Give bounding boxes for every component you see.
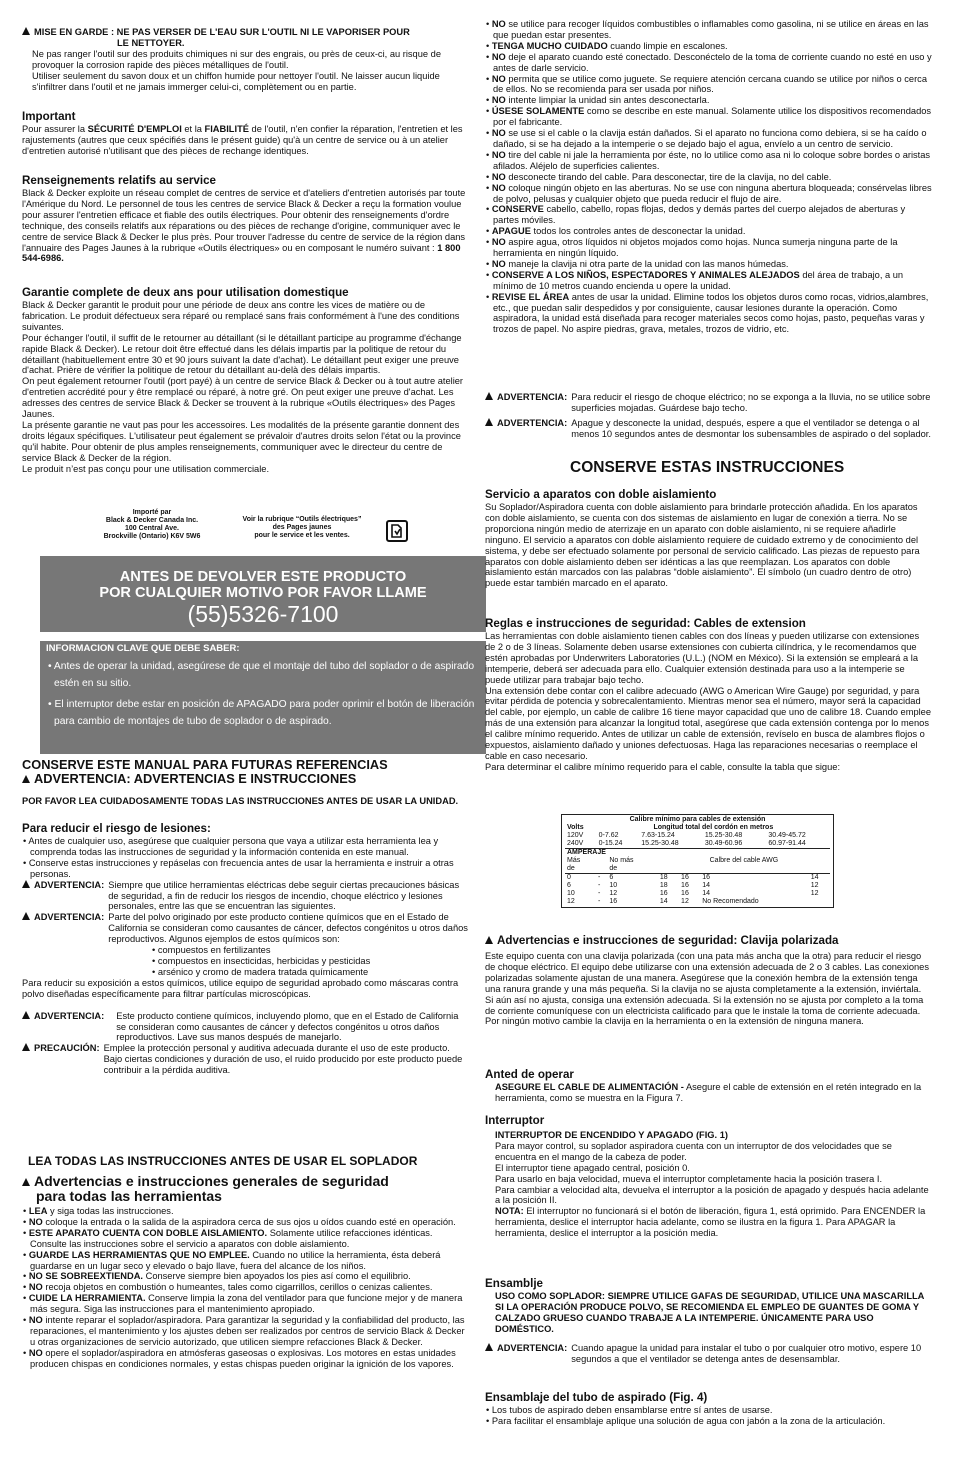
chemical-3: • arsénico y cromo de madera tratada químicamente bbox=[152, 966, 369, 977]
table-cell: 60.97-91.44 bbox=[768, 840, 806, 847]
list-item: • NO opere el soplador/aspiradora en atmósferas gaseosas o explosivas. Los motores en estas unidades producen chispas en condiciones normales, y estas chispas pueden originar la ignición de los vapores. bbox=[23, 1347, 456, 1369]
chemical-2-text: compuestos en insecticidas, herbicidas y pesticidas bbox=[157, 955, 371, 966]
warning-icon bbox=[22, 1043, 30, 1051]
list-item-bold: NO bbox=[491, 182, 506, 193]
list-item: • CONSERVE A LOS NIÑOS, ESPECTADORES Y ANIMALES ALEJADOS del área de trabajo, a un mínimo de 10 metros cuando encienda u opere la unidad. bbox=[486, 269, 904, 291]
list-item-text: cuando limpie en escalones. bbox=[607, 40, 728, 51]
reducir-w1-label: ADVERTENCIA: bbox=[34, 879, 105, 890]
mise-en-garde-section bbox=[22, 27, 470, 92]
reducir-w2: Parte del polvo originado por este producto contiene químicos que en el Estado de California se consideran como causantes de cáncer, defectos congénitos u otros daños reproductivos. Algunos ejemplos de estos químicos son: bbox=[108, 912, 468, 945]
table-cell: 14 bbox=[810, 874, 819, 881]
important-text-b2: FIABILITÉ bbox=[204, 124, 249, 134]
anted-text bbox=[485, 1082, 932, 1104]
list-item: • APAGUE todos los controles antes de desconectar la unidad. bbox=[486, 226, 746, 237]
table-cell: 14 bbox=[659, 898, 668, 905]
key-info-bullet-1: • Antes de operar la unidad, asegúrese de que el montaje del tubo del soplador o de aspirado estén en su sitio. bbox=[48, 661, 475, 689]
list-item: • CONSERVE cabello, cabello, ropas flojas, dedos y demás partes del cuerpo alejados de aberturas y partes móviles. bbox=[486, 204, 906, 226]
list-item: • CUIDE LA HERRAMIENTA. Conserve limpia la zona del ventilador para que funcione mejor y de manera más segura. Siga las instrucciones para el mantenimiento apropiado. bbox=[23, 1293, 463, 1315]
tubo-section bbox=[485, 1388, 932, 1427]
right-warning-1 bbox=[485, 392, 932, 414]
list-item: • NO maneje la clavija ni otra parte de la unidad con las manos húmedas. bbox=[486, 258, 789, 269]
list-item-text: como se describe en este manual. Solamente utilice los dispositivos recomendados por el fabricante. bbox=[493, 106, 932, 128]
table-cell: 14 bbox=[702, 882, 711, 889]
tubo-b1: Los tubos de aspirado deben ensamblarse entre sí antes de usarse. bbox=[491, 1405, 773, 1415]
important-text-b1: SÉCURITÉ D'EMPLOI bbox=[87, 124, 182, 134]
table-cell: 18 bbox=[659, 874, 668, 881]
chemical-2: • compuestos en insecticidas, herbicidas y pesticidas bbox=[152, 955, 371, 966]
conserve-heading-2 bbox=[22, 772, 470, 786]
reglas-p1: Las herramientas con doble aislamiento tienen cables con dos líneas y pueden utilizarse con extensiones de 2 o de 3 líneas. Solamente deben usarse extensiones con cubierta cilíndrica, y le recomendamos que estén aprobadas por Underwriters Laboratories (U.L.) (NOM en México). Si la extensión se empleará a la intemperie, deberá ser adecuada para ello. Cualquier extensión destinada para uso a la intemperie se puede utilizar para trabajar bajo techo. bbox=[485, 631, 920, 685]
reducir-exposure-text: Para reducir su exposición a estos químicos, utilice equipo de seguridad aprobado como máscaras contra polvo diseñadas específicamente para filtrar partículas microscópicas. bbox=[22, 977, 459, 999]
nota-label: NOTA: bbox=[495, 1206, 524, 1217]
list-item-bold: LEA bbox=[28, 1206, 48, 1216]
list-item-bold: NO bbox=[28, 1282, 43, 1293]
list-item-bold: NO bbox=[491, 171, 506, 182]
table-row bbox=[565, 882, 830, 890]
chemical-1: • compuestos en fertilizantes bbox=[152, 945, 271, 956]
list-item-bold: NO bbox=[491, 237, 506, 248]
list-item-text: permita que se utilice como juguete. Se requiere atención cercana cuando se utilice por niños o cerca de ellos. No se recomienda para ser usada por niños. bbox=[493, 73, 927, 95]
polarizada-text: Este equipo cuenta con una clavija polarizada (con una pata más ancha que la otra) para reducir el riesgo de choque eléctrico. El equipo debe utilizarse con una extensión adecuada de 2 o 3 cables. Las conexiones polarizadas solamente ajustan de una manera. Asegúrese que la conexión hembra de la extensión tenga una ranura grande y una más pequeña. Si la clavija no se ajusta completamente a la extensión, inviértala. Si aún así no ajusta, consiga una extensión adecuada. Si la extensión no se ajusta por completo a la toma de corriente comuníquese con un electricista calificado para que le instale la toma de corriente adecuada. Por ningún motivo cambie la clavija en la herramienta o en la extensión de ninguna manera. bbox=[485, 951, 929, 1027]
table-cell: 0-7.62 bbox=[598, 832, 619, 839]
importer-l2: Black & Decker Canada Inc. bbox=[105, 517, 199, 524]
conserve-heading-1: CONSERVE ESTE MANUAL PARA FUTURAS REFERENCIAS bbox=[22, 757, 388, 772]
reducir-bullet-1: • Antes de cualquier uso, asegúrese que cualquier persona que vaya a utilizar esta herramienta lea y comprenda todas las instrucciones de seguridad y la información contenida en este manual. bbox=[23, 836, 439, 857]
reducir-w4-label: PRECAUCIÓN: bbox=[34, 1043, 100, 1054]
table-cell: 16 bbox=[681, 890, 689, 897]
reducir-b1: Antes de cualquier uso, asegúrese que cualquier persona que vaya a utilizar esta herramienta lea y comprenda todas las instrucciones de seguridad y la información contenida en este manual. bbox=[28, 836, 439, 857]
garantie-heading: Garantie complete de deux ans pour utilisation domestique bbox=[22, 286, 349, 299]
important-section bbox=[22, 107, 470, 157]
reducir-w4: Emplee la protección personal y auditiva adecuada durante el uso de este producto. Bajo ciertas condiciones y duración de uso, el ruido producido por este producto puede contribuir a la pérdida auditiva. bbox=[103, 1043, 463, 1076]
warning-icon bbox=[22, 775, 30, 783]
important-text-a: Pour assurer la bbox=[22, 124, 88, 134]
lea-heading: LEA TODAS LAS INSTRUCCIONES ANTES DE USAR EL SOPLADOR bbox=[28, 1154, 418, 1168]
reducir-w3: Este producto contiene químicos, incluyendo plomo, que en el Estado de California se consideran como causantes de cáncer y defectos congénitos u otros daños reproductivos. Lave sus manos después de manejarlo. bbox=[116, 1010, 459, 1043]
interruptor-p1: Para mayor control, su soplador aspiradora cuenta con un interruptor de dos velocidades que se encuentra en el mango de la cabeza de poder. bbox=[495, 1140, 892, 1162]
anted-bold: ASEGURE EL CABLE DE ALIMENTACIÓN - bbox=[495, 1082, 684, 1092]
interruptor-p2: El interruptor tiene apagado central, posición 0. bbox=[495, 1162, 690, 1173]
list-item: • NO se utilice para recoger líquidos combustibles o inflamables como gasolina, ni se utilice en áreas en las que puedan estar presentes. bbox=[486, 19, 929, 40]
important-text-d: de l'outil, n'en confier la réparation, l'entretien et les rajustements (autres que ceux spécifiés dans le présent guide) qu'à un centre de service ou à un atelier d'entretien autorisé n'utilisant que des pièces de rechange identiques. bbox=[22, 124, 463, 156]
mise-title-line1: MISE EN GARDE : NE PAS VERSER DE L'EAU SUR L'OUTIL NI LE VAPORISER POUR bbox=[34, 27, 410, 37]
interruptor-p4: Para cambiar a velocidad alta, devuelva el interruptor a la posición de apagado y después hacia adelante a la posición II. bbox=[495, 1184, 929, 1206]
list-item-text: cabello, cabello, ropas flojas, dedos y demás partes del cuerpo alejados de aberturas y partes móviles. bbox=[493, 204, 906, 226]
table-cell: 0-15.24 bbox=[598, 840, 623, 847]
list-item-bold: NO bbox=[491, 51, 506, 62]
table-cell: 6 bbox=[609, 874, 614, 881]
right-warnings bbox=[485, 392, 932, 440]
amperage-subheader bbox=[565, 857, 830, 865]
table-row bbox=[565, 898, 830, 906]
chemical-3-text: arsénico y cromo de madera tratada químicamente bbox=[157, 966, 369, 977]
table-cell: - bbox=[597, 874, 601, 881]
mise-p1: Ne pas ranger l'outil sur des produits chimiques ni sur des engrais, ou près de ceux-ci, au risque de provoquer la corrosion rapide des pièces métalliques de l'outil. bbox=[32, 48, 441, 70]
tubo-bullet-2: • Para facilitar el ensamblaje aplique una solución de agua con jabón a la zona de la articulación. bbox=[486, 1415, 886, 1426]
list-item: • NO deje el aparato cuando esté conectado. Desconéctelo de la toma de corriente cuando no esté en uso y antes de darle servicio. bbox=[486, 51, 932, 73]
read-all-notice: POR FAVOR LEA CUIDADOSAMENTE TODAS LAS INSTRUCCIONES ANTES DE USAR LA UNIDAD. bbox=[22, 796, 459, 806]
list-item-text: Conserve limpia la zona del ventilador para que funcione mejor y de manera más segura. Siga las instrucciones para el mantenimiento apropiado. bbox=[30, 1293, 463, 1315]
warning-icon bbox=[22, 912, 30, 920]
anted-heading: Anted de operar bbox=[485, 1068, 574, 1081]
blank-cell bbox=[658, 865, 830, 874]
servicio-text: Su Soplador/Aspiradora cuenta con doble aislamiento para brindarle protección añadida. En los aparatos con doble aislamiento, se cuenta con dos sistemas de aislamiento en lugar de conexión a tierra. No se proporciona ningún medio de aterrizaje en un aparato con doble aislamiento, ni se requiere añadirle ninguno. El servicio a aparatos con doble aislamiento requiere de cuidado extremo y de conocimiento del sistema, y debe ser efectuado solamente por personal de servicio calificado. Las piezas de repuesto para aparatos con doble aislamiento deben ser idénticas a las que reemplazan. Los aparatos con doble aislamiento están marcados con las palabras “doble aislamiento”. El símbolo (un cuadro dentro de otro) puede estar también marcado en el aparato. bbox=[485, 502, 920, 589]
list-item: • NO se use si el cable o la clavija están dañados. Si el aparato no funciona como debiera, si se ha caído o dañado, si se ha dejado a la intemperie o se dejado bajo el agua, envíelo a un centro de servicio. bbox=[486, 128, 927, 149]
awg-label: Calbre del cable AWG bbox=[709, 857, 779, 864]
importer-l3: 100 Central Ave. bbox=[125, 525, 179, 532]
warning-icon bbox=[485, 1343, 493, 1351]
ensamble-heading: Ensamblje bbox=[485, 1277, 543, 1290]
blank-cell bbox=[658, 849, 830, 857]
de-label-1: de bbox=[567, 865, 575, 872]
list-item: • NO intente reparar el soplador/aspiradora. Para garantizar la seguridad y la confiabilidad del producto, las reparaciones, el mantenimiento y los ajustes deben ser realizados por centros de servicio Black & Decker u otras organizaciones de servicio autorizado, que utilicen siempre refacciones Black & Decker. bbox=[23, 1315, 465, 1347]
amperage-table bbox=[565, 849, 830, 906]
table-cell: 16 bbox=[702, 874, 711, 881]
table-cell: 240V bbox=[567, 840, 584, 847]
list-item-bold: NO bbox=[28, 1315, 43, 1326]
table-row bbox=[565, 874, 830, 883]
ensamble-text: USO COMO SOPLADOR: SIEMPRE UTILICE GAFAS DE SEGURIDAD, UTILICE UNA MASCARILLA SI LA OPERACIÓN PRODUCE POLVO, SE RECOMIENDA EL EMPLEO DE GUANTES DE GOMA Y CALZADO GRUESO CUANDO TRABAJE A LA INTEMPERIE. ÚNICAMENTE PARA USO DOMÉSTICO. bbox=[495, 1291, 925, 1334]
list-item-text: Conserve siempre bien apoyados los pies así como el equilibrio. bbox=[143, 1271, 411, 1282]
list-item-bold: CONSERVE bbox=[491, 204, 544, 215]
mise-p2: Utiliser seulement du savon doux et un chiffon humide pour nettoyer l'outil. Ne laisser aucun liquide s'infiltrer dans l'outil et ne jamais immerger celui-ci, complètement ou en partie. bbox=[32, 70, 440, 92]
reglas-section bbox=[485, 614, 932, 773]
warning-icon bbox=[22, 1178, 30, 1186]
yellow-pages-l3: pour le service et les ventes. bbox=[254, 532, 350, 539]
tubo-b2: Para facilitar el ensamblaje aplique una solución de agua con jabón a la zona de la articulación. bbox=[491, 1415, 886, 1426]
warning-icon bbox=[22, 27, 30, 35]
warning-icon bbox=[485, 418, 493, 426]
list-item-bold: NO bbox=[491, 128, 506, 139]
list-item: • NO SE SOBREEXTIENDA. Conserve siempre bien apoyados los pies así como el equilibrio. bbox=[23, 1271, 411, 1282]
polarizada-heading bbox=[485, 934, 932, 947]
table-cell: 0 bbox=[567, 874, 571, 881]
cord-table-grid bbox=[565, 824, 830, 849]
key-info-b2: El interruptor debe estar en posición de APAGADO para poder oprimir el botón de liberación para cambio de montajes de tubo de soplador o de aspirado. bbox=[54, 699, 475, 727]
important-text bbox=[22, 124, 470, 157]
reducir-section bbox=[22, 822, 470, 1076]
table-cell: - bbox=[597, 882, 601, 889]
interruptor-subheading: INTERRUPTOR DE ENCENDIDO Y APAGADO (FIG. 1) bbox=[495, 1130, 728, 1140]
yellow-pages-l2: des Pages jaunes bbox=[272, 524, 332, 531]
table-cell: 16 bbox=[609, 898, 618, 905]
adv-generales-line2: para todas las herramientas bbox=[36, 1188, 222, 1204]
tubo-heading: Ensamblaje del tubo de aspirado (Fig. 4) bbox=[485, 1391, 708, 1404]
table-cell: 18 bbox=[659, 882, 668, 889]
list-item-bold: TENGA MUCHO CUIDADO bbox=[491, 40, 608, 51]
interruptor-heading: Interruptor bbox=[485, 1114, 545, 1127]
list-item: • GUARDE LAS HERRAMIENTAS QUE NO EMPLEE. Cuando no utilice la herramienta, ésta deberá guardarse en un lugar seco y elevado o bajo llave, fuera del alcance de los niños. bbox=[23, 1249, 441, 1271]
list-item: • NO coloque ningún objeto en las aberturas. No se use con ninguna abertura bloqueada; consérvelas libres de polvo, pelusas y cualquier objeto que pueda reducir el flujo de aire. bbox=[486, 182, 932, 204]
no-mas-label: No más bbox=[609, 857, 634, 864]
table-cell: 16 bbox=[681, 882, 689, 889]
garantie-section bbox=[22, 283, 470, 475]
reducir-warning-1-label bbox=[22, 880, 104, 913]
reglas-p2: Una extensión debe contar con el calibre adecuado (AWG o American Wire Gauge) por seguridad, y para evitar pérdida de potencia y sobrecalentamiento. Mientras menor sea el número, mayor será la capacidad del cable, por ejemplo, un cable de calibre 16 tiene mayor capacidad que uno de calibre 18. Cuando emplee más de una extensión para alcanzar la longitud total, asegúrese que cada extensión contenga por lo menos el calibre mínimo requerido. Antes de utilizar un cable de extensión, revíselo en busca de alambres flojos o expuestos, aislamiento dañado y uniones defectuosas. Haga las reparaciones necesarias o reemplace el cable en caso necesario. bbox=[485, 685, 932, 761]
list-item-bold: CONSERVE A LOS NIÑOS, ESPECTADORES Y ANIMALES ALEJADOS bbox=[491, 269, 800, 280]
list-item-bold: NO bbox=[491, 149, 506, 160]
list-item-text: intente reparar el soplador/aspiradora. Para garantizar la seguridad y la confiabilidad del producto, las reparaciones, el mantenimiento y los ajustes deben ser realizados por centros de servicio Black & Decker u otras organizaciones de servicio autorizado, que utilicen siempre refacciones Black & Decker. bbox=[30, 1315, 465, 1347]
yellow-pages-note bbox=[227, 516, 377, 540]
list-item-text: todos los controles antes de desconectar la unidad. bbox=[530, 226, 746, 237]
list-item-text: se use si el cable o la clavija están dañados. Si el aparato no funciona como debiera, si se ha caído o dañado, si se ha dejado a la intemperie o se dejado bajo el agua, envíelo a un centro de servicio. bbox=[493, 128, 927, 149]
list-item: • ESTE APARATO CUENTA CON DOBLE AISLAMIENTO. Solamente utilice refacciones idénticas. Consulte las instrucciones sobre el servicio a aparatos con doble aislamiento. bbox=[23, 1227, 433, 1249]
list-item-text: opere el soplador/aspiradora en atmósferas gaseosas o explosivas. Los motores en estas unidades producen chispas en condiciones normales, y estas chispas pueden originar la ignición de los vapores. bbox=[30, 1347, 456, 1369]
renseignements-text bbox=[22, 188, 470, 264]
list-item-bold: APAGUE bbox=[491, 226, 531, 237]
ensamble-warning bbox=[485, 1343, 932, 1365]
list-item: • LEA y siga todas las instrucciones. bbox=[23, 1206, 174, 1216]
table-cell bbox=[809, 898, 830, 906]
reducir-warning-2 bbox=[22, 912, 470, 945]
ensamble-w-label: ADVERTENCIA: bbox=[497, 1342, 568, 1353]
list-item: • NO aspire agua, otros líquidos ni objetos mojados como hojas. Nunca sumerja ninguna parte de la herramienta en ningún líquido. bbox=[486, 237, 898, 259]
importer-l4: Brockville (Ontario) K6V 5W6 bbox=[103, 533, 201, 540]
table-cell: No Recomendado bbox=[702, 898, 759, 905]
list-item-text: y siga todas las instrucciones. bbox=[47, 1206, 174, 1216]
reducir-warning-1 bbox=[22, 880, 470, 913]
return-banner bbox=[40, 556, 486, 632]
banner-line2: POR CUALQUIER MOTIVO POR FAVOR LLAME bbox=[99, 585, 427, 601]
reducir-w2-label: ADVERTENCIA: bbox=[34, 912, 105, 923]
polarizada-heading-text: Advertencias e instrucciones de seguridad: Clavija polarizada bbox=[497, 934, 839, 947]
table-cell: 10 bbox=[567, 890, 575, 897]
garantie-p5: Le produit n’est pas conçu pour une utilisation commerciale. bbox=[22, 463, 270, 474]
cord-table-title: Calibre mínimo para cables de extensión bbox=[629, 816, 766, 823]
right-w2: Apague y desconecte la unidad, después, espere a que el ventilador se detenga o al menos 10 segundos antes de desmontar los subensambles de aspirado o del soplador. bbox=[571, 417, 931, 439]
conserve-heading-2-text: ADVERTENCIA: ADVERTENCIAS E INSTRUCCIONES bbox=[34, 771, 357, 786]
important-text-c: et la bbox=[181, 124, 205, 134]
reglas-heading: Reglas e instrucciones de seguridad: Cables de extension bbox=[485, 617, 806, 630]
garantie-p4: La présente garantie ne vaut pas pour les accessoires. Les modalités de la présente garantie donnent des droits légaux spécifiques. L'utilisateur peut également se prévaloir d'autres droits selon l'état ou la province qu'il habite. Pour obtenir de plus amples renseignements, communiquer avec le directeur du centre de service Black & Decker de la région. bbox=[22, 419, 461, 463]
interruptor-section bbox=[485, 1111, 932, 1239]
service-phone: 1 800 544-6986. bbox=[22, 242, 461, 264]
reducir-precaucion bbox=[22, 1043, 470, 1076]
list-item-text: coloque la entrada o la salida de la aspiradora cerca de sus ojos u oídos cuando esté en operación. bbox=[42, 1216, 456, 1227]
list-item: • ÚSESE SOLAMENTE como se describe en este manual. Solamente utilice los dispositivos recomendados por el fabricante. bbox=[486, 106, 932, 128]
servicio-heading: Servicio a aparatos con doble aislamiento bbox=[485, 488, 717, 501]
table-row bbox=[565, 832, 830, 840]
list-item-bold: ESTE APARATO CUENTA CON DOBLE AISLAMIENTO. bbox=[28, 1227, 268, 1238]
list-item: • NO permita que se utilice como juguete. Se requiere atención cercana cuando se utilice por niños o cerca de ellos. No se recomienda para ser usada por niños. bbox=[486, 73, 927, 95]
list-item-text: Solamente utilice refacciones idénticas. Consulte las instrucciones sobre el servicio a aparatos con doble aislamiento. bbox=[30, 1227, 433, 1249]
key-info-title: INFORMACION CLAVE QUE DEBE SABER: bbox=[46, 643, 240, 654]
table-cell: 16 bbox=[659, 890, 668, 897]
table-cell: 6 bbox=[567, 882, 571, 889]
length-header: Longitud total del cordón en metros bbox=[653, 824, 774, 831]
polarizada-section bbox=[485, 931, 932, 1027]
reducir-w3-label: ADVERTENCIA: bbox=[34, 1010, 105, 1021]
right-warning-2 bbox=[485, 418, 932, 440]
table-cell: 16 bbox=[681, 874, 689, 881]
importer-address bbox=[92, 509, 212, 541]
warning-icon bbox=[22, 1011, 30, 1019]
garantie-p3: On peut également retourner l'outil (port payé) à un centre de service Black & Decker ou à tout autre atelier d'entretien accrédité pour y être remplacé ou réparé, à notre gré. On peut exiger une preuve d'achat. Les adresses des centres de service Black & Decker se trouvent à la rubrique «Outils électriques» des Pages Jaunes. bbox=[22, 376, 464, 420]
table-cell: 7.63-15.24 bbox=[641, 832, 675, 839]
mas-label: Más bbox=[567, 857, 581, 864]
list-item-text: recoja objetos en combustión o humeantes, tales como cigarrillos, cerillos o cenizas calientes. bbox=[42, 1282, 433, 1293]
mise-title bbox=[22, 27, 470, 38]
important-heading: Important bbox=[22, 110, 76, 123]
list-item-text: antes de usar la unidad. Elimine todos los objetos duros como rocas, vidrios,alambres, etc., que puedan salir despedidos y por consiguiente, causar lesiones durante la operación. Como aspiradora, la unidad está diseñada para recoger materiales secos como hojas, pasto, pequeñas varas y trozos de papel. No aspire piedras, grava, metales, trozos de vidrio, etc. bbox=[493, 291, 929, 335]
importer-l1: Importé par bbox=[132, 509, 172, 516]
yellow-pages-icon bbox=[386, 520, 408, 542]
interruptor-nota bbox=[485, 1206, 932, 1239]
adv-generales-heading bbox=[22, 1174, 470, 1204]
mise-title-line2: LE NETTOYER. bbox=[117, 37, 185, 48]
warning-icon bbox=[22, 880, 30, 888]
ensamble-section bbox=[485, 1274, 932, 1364]
imported-block bbox=[22, 509, 470, 545]
list-item-text: maneje la clavija ni otra parte de la unidad con las manos húmedas. bbox=[505, 258, 789, 269]
renseignements-heading: Renseignements relatifs au service bbox=[22, 174, 216, 187]
amperage-label: AMPERAJE bbox=[567, 849, 606, 856]
table-cell: 15.25-30.48 bbox=[704, 832, 743, 839]
interruptor-p3: Para usarlo en baja velocidad, mueva el interruptor completamente hacia la posición trasera I. bbox=[495, 1173, 883, 1184]
table-cell: 120V bbox=[567, 832, 584, 839]
list-item: • NO recoja objetos en combustión o humeantes, tales como cigarrillos, cerillos o cenizas calientes. bbox=[23, 1282, 433, 1293]
list-item: • NO tire del cable ni jale la herramienta por éste, no lo utilice como asa ni lo coloque sobre bordes o aristas afilados. Aléjelo de superficies calientes. bbox=[486, 149, 931, 171]
list-item: • TENGA MUCHO CUIDADO cuando limpie en escalones. bbox=[486, 40, 728, 51]
table-cell: - bbox=[597, 898, 601, 905]
right-w1: Para reducir el riesgo de choque eléctrico; no se exponga a la lluvia, no se utilice sobre superficies mojadas. Guárdese bajo techo. bbox=[571, 392, 931, 413]
list-item-text: aspire agua, otros líquidos ni objetos mojados como hojas. Nunca sumerja ninguna parte de la herramienta en ningún líquido. bbox=[493, 237, 898, 259]
table-cell: 12 bbox=[681, 898, 689, 905]
key-info-bullet-2: • El interruptor debe estar en posición de APAGADO para poder oprimir el botón de liberación para cambio de montajes de tubo de soplador o de aspirado. bbox=[48, 699, 475, 727]
nota-text: El interruptor no funcionará si el botón de liberación, figura 1, está oprimido. Para ENCENDER la herramienta, deslice el interruptor hacia adelante, como se ilustra en la figura 1. Para APAGAR la herramienta, deslice el interruptor a la posición media. bbox=[495, 1206, 926, 1239]
general-safety-list bbox=[22, 1206, 470, 1370]
table-row bbox=[565, 840, 830, 849]
table-cell: 30.49-45.72 bbox=[768, 832, 806, 839]
list-item-text: intente limpiar la unidad sin antes desconectarla. bbox=[505, 95, 710, 106]
banner-phone: (55)5326-7100 bbox=[187, 601, 339, 627]
list-item-text: del área de trabajo, a un mínimo de 10 metros cuando encienda u opere la unidad. bbox=[493, 269, 904, 291]
list-item-bold: NO bbox=[491, 95, 506, 106]
key-info-box bbox=[40, 641, 486, 754]
list-item: • NO desconecte tirando del cable. Para desconectar, tire de la clavija, no del cable. bbox=[486, 171, 832, 182]
adv-generales-line1-text: Advertencias e instrucciones generales de seguridad bbox=[34, 1173, 389, 1189]
list-item-bold: NO bbox=[491, 73, 506, 84]
right-w1-label: ADVERTENCIA: bbox=[497, 392, 568, 402]
list-item-text: tire del cable ni jale la herramienta por éste, no lo utilice como asa ni lo coloque sobre bordes o aristas afilados. Aléjelo de superficies calientes. bbox=[493, 149, 931, 171]
reglas-p3: Para determinar el calibre mínimo requerido para el cable, consulte la tabla que sigue: bbox=[485, 761, 841, 772]
list-item-text: deje el aparato cuando esté conectado. Desconéctelo de la toma de corriente cuando no esté en uso y antes de darle servicio. bbox=[493, 51, 932, 73]
anted-section bbox=[485, 1065, 932, 1104]
table-cell: 30.49-60.96 bbox=[704, 840, 743, 847]
right-safety-list bbox=[485, 19, 932, 335]
table-cell: 12 bbox=[810, 882, 819, 889]
adv-generales-line1 bbox=[22, 1174, 470, 1189]
garantie-p1: Black & Decker garantit le produit pour une période de deux ans contre les vices de matière ou de fabrication. Le produit défectueux sera réparé ou remplacé sans frais conformément à l'une des conditions suivantes. bbox=[22, 300, 460, 332]
ensamble-w: Cuando apague la unidad para instalar el tubo o por cualquier otro motivo, espere 10 segundos a que el ventilador se detenga antes de desensamblar. bbox=[571, 1342, 922, 1364]
conserve-manual-heading bbox=[22, 758, 470, 786]
reducir-warning-2-label bbox=[22, 912, 104, 945]
servicio-section bbox=[485, 485, 932, 589]
right-warning-2-label bbox=[485, 418, 567, 440]
conserve-instructions-heading: CONSERVE ESTAS INSTRUCCIONES bbox=[570, 459, 845, 476]
amperage-de-row bbox=[565, 865, 830, 874]
list-item-bold: NO bbox=[491, 19, 506, 29]
list-item-text: Cuando no utilice la herramienta, ésta deberá guardarse en un lugar seco y elevado o bajo llave, fuera del alcance de los niños. bbox=[30, 1249, 441, 1271]
de-label-2: de bbox=[609, 865, 618, 872]
list-item-bold: NO bbox=[491, 258, 506, 269]
table-cell: 12 bbox=[810, 890, 819, 897]
reducir-w1: Siempre que utilice herramientas eléctricas debe seguir ciertas precauciones básicas de seguridad, a fin de reducir los riesgos de incendio, choque eléctrico y lesiones personales, entre las que se encuentran las siguientes. bbox=[108, 879, 460, 912]
reducir-heading: Para reducir el riesgo de lesiones: bbox=[22, 822, 211, 835]
list-item: • REVISE EL ÁREA antes de usar la unidad. Elimine todos los objetos duros como rocas, vidrios,alambres, etc., que puedan salir despedidos y por consiguiente, causar lesiones durante la operación. Como aspiradora, la unidad está diseñada para recoger materiales secos como hojas, pasto, pequeñas varas y trozos de papel. No aspire piedras, grava, metales, trozos de vidrio, etc. bbox=[486, 291, 929, 335]
list-item-bold: REVISE EL ÁREA bbox=[491, 291, 570, 302]
cord-table-header bbox=[565, 824, 830, 832]
ensamble-warning-label bbox=[485, 1343, 567, 1365]
amperage-rows bbox=[565, 874, 830, 907]
table-cell: 10 bbox=[609, 882, 618, 889]
reducir-precaucion-label bbox=[22, 1043, 100, 1076]
chemical-1-text: compuestos en fertilizantes bbox=[157, 945, 271, 956]
table-cell: 12 bbox=[567, 898, 575, 905]
list-item-bold: NO SE SOBREEXTIENDA. bbox=[28, 1271, 144, 1282]
right-w2-label: ADVERTENCIA: bbox=[497, 417, 568, 428]
list-item-bold: ÚSESE SOLAMENTE bbox=[491, 106, 585, 117]
table-cell: 12 bbox=[609, 890, 618, 897]
list-item: • NO coloque la entrada o la salida de la aspiradora cerca de sus ojos u oídos cuando esté en operación. bbox=[23, 1216, 456, 1227]
reducir-bullet-2: • Conserve estas instrucciones y repáselas con frecuencia antes de usar la herramienta e instruir a otras personas. bbox=[23, 857, 454, 879]
right-warning-1-label bbox=[485, 392, 567, 414]
table-cell: - bbox=[597, 890, 601, 897]
list-item-bold: NO bbox=[28, 1347, 43, 1358]
list-item-text: coloque ningún objeto en las aberturas. No se use con ninguna abertura bloqueada; consérvelas libres de polvo, pelusas y cualquier objeto que pueda reducir el flujo de aire. bbox=[493, 182, 932, 204]
warning-icon bbox=[485, 936, 493, 944]
amperage-header bbox=[565, 849, 830, 857]
list-item-bold: CUIDE LA HERRAMIENTA. bbox=[28, 1293, 146, 1304]
reducir-warning-3-label bbox=[22, 1011, 104, 1044]
list-item-text: desconecte tirando del cable. Para desconectar, tire de la clavija, no del cable. bbox=[505, 171, 832, 182]
table-cell: 15.25-30.48 bbox=[641, 840, 679, 847]
table-row bbox=[565, 890, 830, 898]
reducir-warning-3 bbox=[22, 1011, 470, 1044]
list-item-bold: NO bbox=[28, 1216, 43, 1227]
garantie-p2: Pour échanger l'outil, il suffit de le retourner au détaillant (si le détaillant participe au programme d'échange rapide Black & Decker). Le retour doit être effectué dans les délais impartis par la politique de retour du détaillant (habituellement entre 30 et 90 jours suivant la date d'achat). Le détaillant peut exiger une preuve d'achat. Prière de vérifier la politique de retour du détaillant au-delà des délais impartis. bbox=[22, 332, 462, 376]
tubo-bullet-1: • Los tubos de aspirado deben ensamblarse entre sí antes de usarse. bbox=[486, 1405, 773, 1415]
reducir-b2: Conserve estas instrucciones y repáselas con frecuencia antes de usar la herramienta e instruir a otras personas. bbox=[28, 857, 454, 879]
renseignements-p1: Black & Decker exploite un réseau complet de centres de service et d'ateliers d'entretien autorisés par toute l'Amérique du Nord. Le personnel de tous les centres de service Black & Decker a reçu la formation voulue pour assurer l'entretien efficace et fiable des outils électriques. Pour obtenir des renseignements d'ordre technique, des conseils relatifs aux réparations ou des pièces de rechange d'origine, communiquer avec le centre de service Black & Decker le plus près. Pour trouver l'adresse du centre de service de la région dans l'annuaire des Pages Jaunes à la rubrique «Outils électriques» ou en composant le numéro suivant : bbox=[22, 188, 466, 253]
warning-icon bbox=[485, 392, 493, 400]
key-info-b1: Antes de operar la unidad, asegúrese de que el montaje del tubo del soplador o de aspirado estén en su sitio. bbox=[53, 661, 475, 689]
volts-header: Volts bbox=[567, 824, 584, 831]
yellow-pages-l1: Voir la rubrique “Outils électriques” bbox=[242, 516, 362, 523]
anted-text-body: Asegure el cable de extensión en el retén integrado en la herramienta, como se muestra en la Figura 7. bbox=[495, 1082, 922, 1103]
table-cell: 14 bbox=[702, 890, 711, 897]
list-item-text: se utilice para recoger líquidos combustibles o inflamables como gasolina, ni se utilice en áreas en las que puedan estar presentes. bbox=[493, 19, 929, 40]
renseignements-section bbox=[22, 171, 470, 264]
banner-line1: ANTES DE DEVOLVER ESTE PRODUCTO bbox=[119, 569, 407, 585]
cord-gauge-table bbox=[561, 814, 834, 908]
list-item: • NO intente limpiar la unidad sin antes desconectarla. bbox=[486, 95, 710, 106]
list-item-bold: GUARDE LAS HERRAMIENTAS QUE NO EMPLEE. bbox=[28, 1249, 250, 1260]
